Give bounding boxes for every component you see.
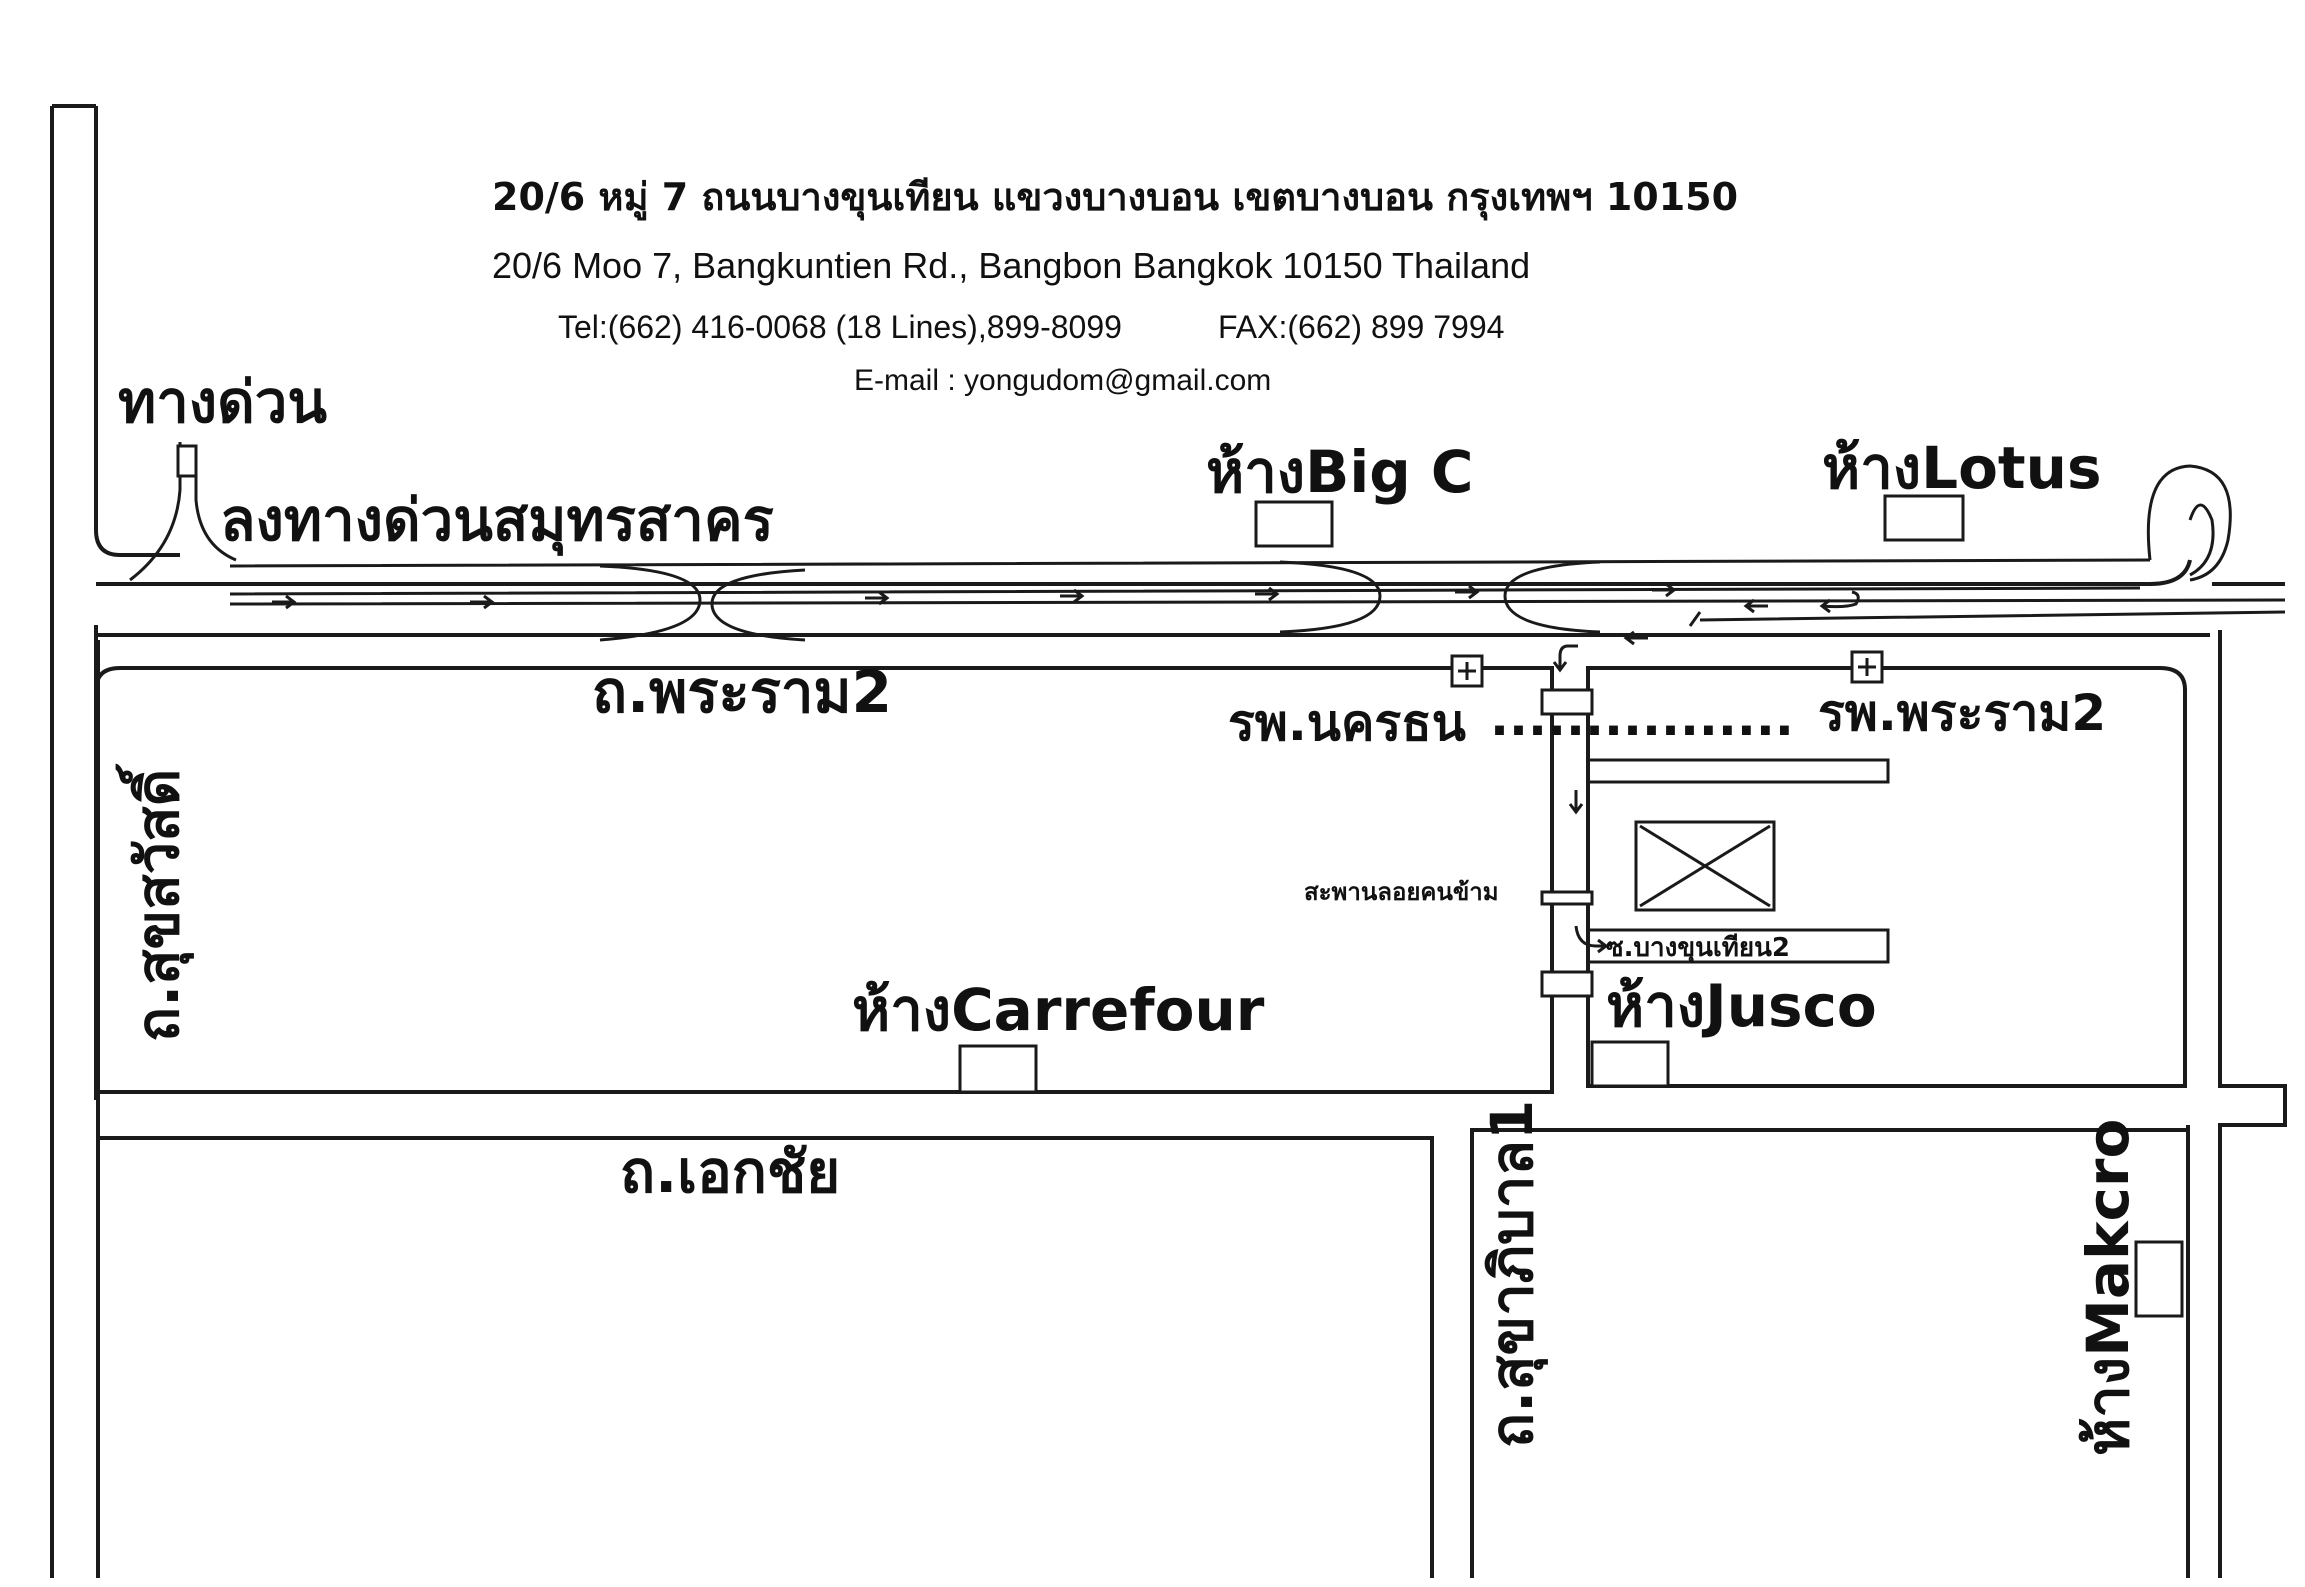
lotus-building bbox=[1885, 496, 1963, 540]
hospital-cross-icon bbox=[1452, 656, 1482, 686]
rama2-hospital-label: รพ.พระราม2 bbox=[1818, 684, 2107, 742]
carrefour-building bbox=[960, 1046, 1036, 1092]
makro-building bbox=[2136, 1242, 2182, 1316]
lotus-label: ห้างLotus bbox=[1822, 434, 2102, 502]
jusco-building bbox=[1592, 1042, 1668, 1086]
makro-road bbox=[2188, 630, 2285, 1578]
expressway-label: ทางด่วน bbox=[118, 368, 328, 436]
soi-bangkhuntien-label: ซ.บางขุนเทียน2 bbox=[1606, 933, 1790, 963]
footbridge-label: สะพานลอยคนข้าม bbox=[1304, 878, 1499, 906]
bigc-building bbox=[1256, 502, 1332, 546]
rama2-upper-road bbox=[96, 560, 2285, 635]
dotted-separator: ................ bbox=[1490, 689, 1794, 747]
nakornthon-hospital-label: รพ.นครธน bbox=[1228, 694, 1466, 752]
makro-label: ห้างMakcro bbox=[2074, 1118, 2142, 1456]
turn-arrow-to-soi bbox=[1554, 646, 1578, 670]
rama2-inner-lines bbox=[230, 560, 2285, 620]
address-thai: 20/6 หมู่ 7 ถนนบางขุนเทียน แขวงบางบอน เขตบางบอน กรุงเทพฯ 10150 bbox=[492, 175, 1739, 219]
footbridge-mid bbox=[1542, 892, 1592, 904]
fax-number: FAX:(662) 899 7994 bbox=[1218, 309, 1505, 345]
destination-cross-box-icon bbox=[1636, 822, 1774, 910]
email-address: E-mail : yongudom@gmail.com bbox=[854, 364, 1272, 397]
ekachai-road-label: ถ.เอกชัย bbox=[620, 1138, 841, 1206]
phone-number: Tel:(662) 416-0068 (18 Lines),899-8099 bbox=[558, 309, 1122, 345]
sukhsawat-road-label: ถ.สุขสวัสดิ์ bbox=[124, 768, 192, 1042]
carrefour-label: ห้างCarrefour bbox=[852, 976, 1265, 1044]
hospital-cross-icon bbox=[1852, 652, 1882, 682]
sukhaphiban1-road-label: ถ.สุขาภิบาล1 bbox=[1478, 1099, 1546, 1448]
footbridge-jusco bbox=[1542, 972, 1592, 996]
expressway-sign bbox=[178, 446, 196, 476]
ekachai-road bbox=[98, 1130, 2188, 1578]
jusco-label: ห้างJusco bbox=[1606, 972, 1877, 1040]
bigc-label: ห้างBig C bbox=[1206, 438, 1474, 506]
rama2-road-label: ถ.พระราม2 bbox=[592, 658, 892, 726]
address-english: 20/6 Moo 7, Bangkuntien Rd., Bangbon Bangkok 10150 Thailand bbox=[492, 245, 1531, 286]
expressway-exit-label: ลงทางด่วนสมุทรสาคร bbox=[220, 486, 774, 554]
